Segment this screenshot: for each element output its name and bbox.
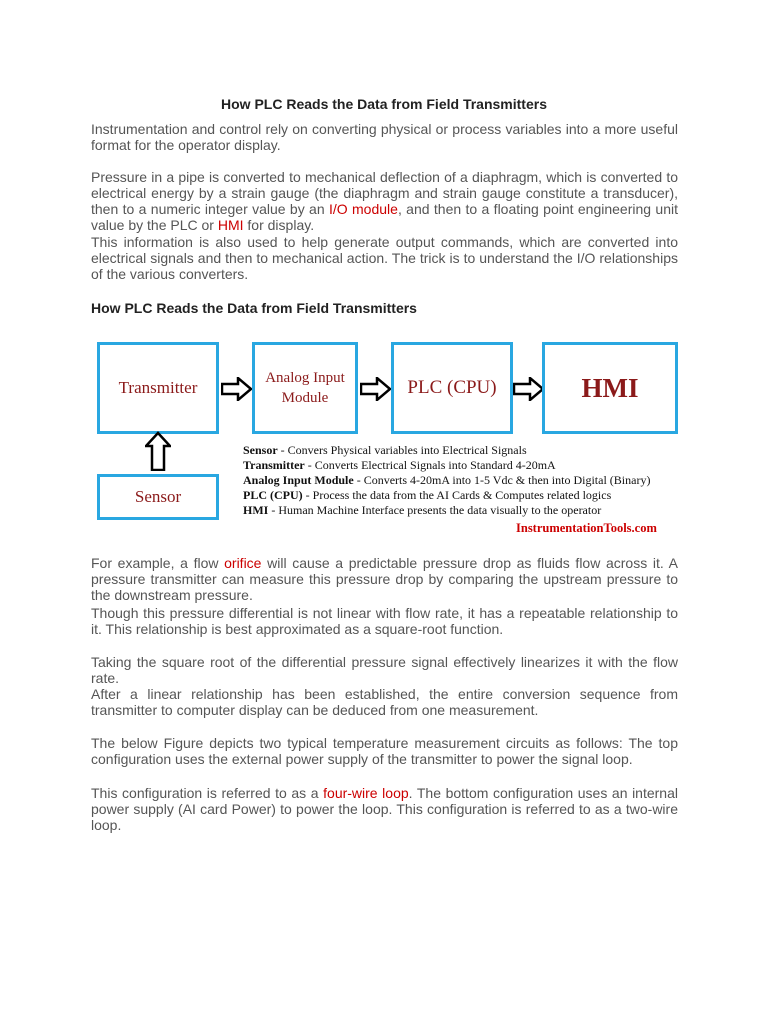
loop-text-b: . The bottom configuration uses an internal power supply (AI card Power) to power the loop. This configuration is referred to as a two-wire loop.	[91, 785, 678, 833]
pressure-text-a: Pressure in a pipe is converted to mechanical deflection of a diaphragm, which is converted to electrical energy by a strain gauge (the diaphragm and strain gauge constitute a transducer), then to a numeric integer value by an	[91, 169, 678, 217]
figure-description-paragraph: The below Figure depicts two typical temperature measurement circuits as follows: The top configuration uses the external power supply of the transmitter to power the signal loop.	[91, 735, 678, 767]
output-commands-paragraph: This information is also used to help generate output commands, which are converted into electrical signals and then to mechanical action. The trick is to understand the I/O relationships of the various converters.	[91, 234, 678, 282]
sensor-box: Sensor	[97, 474, 219, 520]
legend-item-hmi: HMI - Human Machine Interface presents the data visually to the operator	[243, 503, 602, 517]
intro-paragraph: Instrumentation and control rely on converting physical or process variables into a more useful format for the operator display.	[91, 121, 678, 153]
watermark-text: InstrumentationTools.com	[516, 521, 657, 535]
square-root-paragraph: Taking the square root of the differential pressure signal effectively linearizes it with the flow rate.	[91, 654, 678, 686]
diagram-legend	[243, 443, 683, 518]
hmi-box: HMI	[542, 342, 678, 434]
four-wire-loop-link[interactable]: four-wire loop	[323, 785, 409, 801]
arrow-right-icon	[513, 377, 545, 401]
legend-item-transmitter: Transmitter - Converts Electrical Signals into Standard 4-20mA	[243, 458, 556, 472]
pressure-text-c: for display.	[243, 217, 315, 233]
plc-block-diagram	[91, 335, 681, 545]
analog-input-module-box	[252, 342, 358, 434]
loop-paragraph	[91, 785, 678, 833]
legend-item-plc: PLC (CPU) - Process the data from the AI Cards & Computes related logics	[243, 488, 612, 502]
hmi-link[interactable]: HMI	[217, 217, 244, 233]
legend-item-sensor: Sensor - Convers Physical variables into Electrical Signals	[243, 443, 527, 457]
transmitter-box: Transmitter	[97, 342, 219, 434]
io-module-link[interactable]: I/O module	[328, 201, 398, 217]
differential-paragraph: Though this pressure differential is not linear with flow rate, it has a repeatable relationship to it. This relationship is best approximated as a square-root function.	[91, 605, 678, 637]
linear-relationship-paragraph: After a linear relationship has been established, the entire conversion sequence from transmitter to computer display can be deduced from one measurement.	[91, 686, 678, 718]
pressure-text-b: , and then to a floating point engineering unit value by the PLC or	[91, 201, 678, 233]
orifice-link[interactable]: orifice	[224, 555, 262, 571]
pressure-paragraph	[91, 169, 678, 233]
loop-text-a: This configuration is referred to as a	[91, 785, 324, 801]
plc-cpu-box: PLC (CPU)	[391, 342, 513, 434]
orifice-text-b: will cause a predictable pressure drop as fluids flow across it. A pressure transmitter can measure this pressure drop by comparing the upstream pressure to the downstream pressure.	[91, 555, 678, 603]
arrow-right-icon	[221, 377, 253, 401]
section-heading: How PLC Reads the Data from Field Transmitters	[91, 300, 417, 316]
page-title: How PLC Reads the Data from Field Transmitters	[221, 96, 547, 112]
arrow-up-icon	[145, 431, 171, 471]
arrow-right-icon	[360, 377, 392, 401]
analog-label-line1: Analog Input	[265, 370, 345, 386]
orifice-text-a: For example, a flow	[91, 555, 225, 571]
legend-item-analog-input: Analog Input Module - Converts 4-20mA into 1-5 Vdc & then into Digital (Binary)	[243, 473, 651, 487]
analog-label-line2: Module	[281, 390, 329, 406]
orifice-paragraph	[91, 555, 678, 603]
